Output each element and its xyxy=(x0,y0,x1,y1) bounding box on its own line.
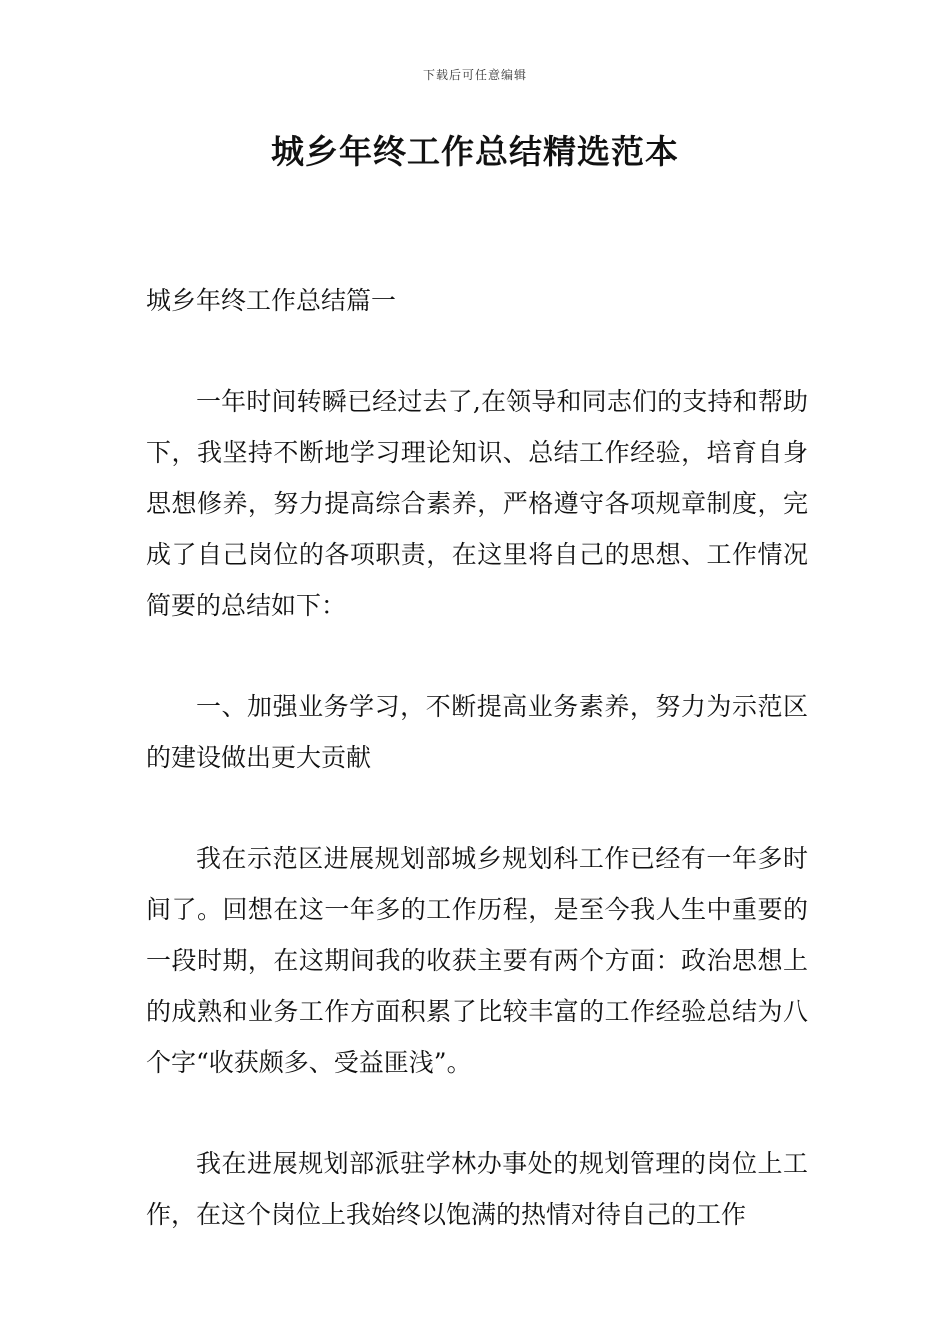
paragraph-work-history: 我在示范区进展规划部城乡规划科工作已经有一年多时间了。回想在这一年多的工作历程，是至今我人生中重要的一段时期，在这期间我的收获主要有两个方面：政治思想上的成熟和业务工作方面积累了比较丰富的工作经验总结为八个字“收获颇多、受益匪浅”。 xyxy=(146,844,808,1077)
header-note: 下载后可任意编辑 xyxy=(422,68,527,82)
paragraph-heading-one: 一、加强业务学习，不断提高业务素养，努力为示范区的建设做出更大贡献 xyxy=(146,692,808,772)
document-title: 城乡年终工作总结精选范本 xyxy=(271,132,679,171)
paragraph-intro: 一年时间转瞬已经过去了,在领导和同志们的支持和帮助下，我坚持不断地学习理论知识、总结工作经验，培育自身思想修养，努力提高综合素养，严格遵守各项规章制度，完成了自己岗位的各项职责，在这里将自己的思想、工作情况简要的总结如下： xyxy=(146,387,808,620)
document-body xyxy=(146,275,808,1240)
section-heading: 城乡年终工作总结篇一 xyxy=(146,286,397,315)
paragraph-post-duties: 我在进展规划部派驻学林办事处的规划管理的岗位上工作，在这个岗位上我始终以饱满的热情对待自己的工作 xyxy=(146,1149,808,1229)
